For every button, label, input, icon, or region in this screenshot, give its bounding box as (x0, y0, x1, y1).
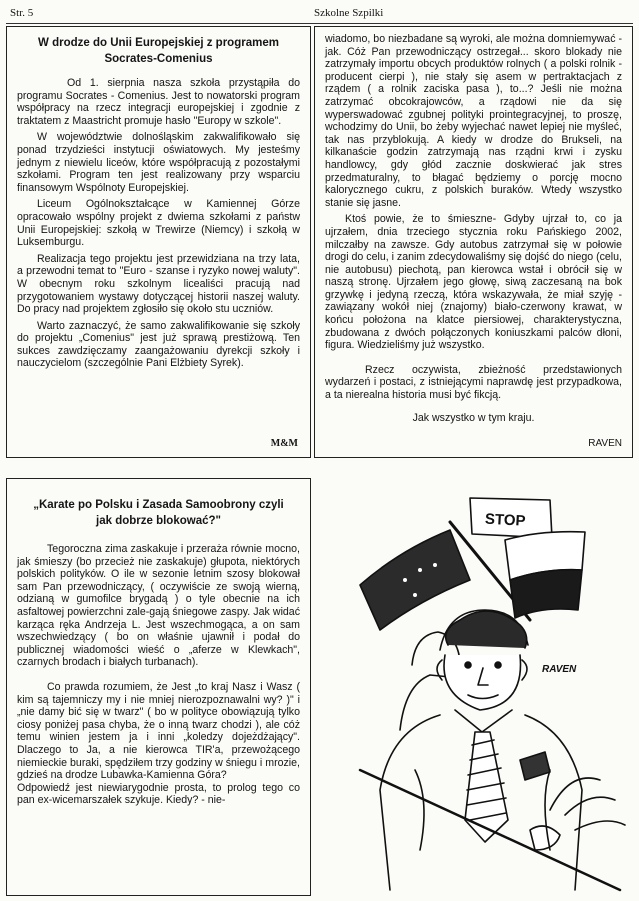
article1-paragraph: Realizacja tego projektu jest przewidziana na trzy lata, a przewodni temat to "Euro - szanse i ryzyko nowej waluty". W obecnym roku szkolnym licealiści pracują nad przygotowaniem wystawy dotyczącej historii naszej waluty. Do pracy nad projektem zgłosiło się około stu uczniów. (17, 252, 300, 316)
article-karate-continued (314, 26, 633, 458)
article1-paragraph: W województwie dolnośląskim zakwalifikowało się ponad trzydzieści instytucji oświatowych. My jesteśmy jednym z niewielu liceów, które współpracują z pozostałymi szkołami. Program ten jest realizowany przy wsparciu finansowym Wspólnoty Europejskiej. (17, 131, 300, 194)
article2-title-line2: jak dobrze blokować?" (96, 515, 221, 527)
article2-continued-paragraph: Ktoś powie, że to śmieszne- Gdyby ujrzał to, co ja ujrzałem, dnia trzeciego stycznia roku Pańskiego 2002, milczałby na zawsze. Gdy autobus zatrzymał się w połowie drogi do celu, i zanim zdecydowaliśmy się dojść do niego (celu, nie autobusu) piechotą, pan kierowca wstał i obrócił się w naszą stronę. Ujrzałem jego głowę, siwą zaczesaną na bok grzywkę i jedyną rzeczą, która wskazywała, że miał szyję - zawiązany wokół niej (znajomy) biało-czerwony krawat, w końcu położona na klatce piersiowej, charakterystyczna, zbudowana z dwóch połączonych koniuszkami palców dłoni, figura. Wiedzieliśmy już wszystko. (325, 213, 622, 352)
article1-paragraph: Od 1. sierpnia nasza szkoła przystąpiła do programu Socrates - Comenius. Jest to nowatorski program współpracy na rzecz integracji europejskiej i zgodnie z traktatem z Maastricht promuje hasło "Europy w szkole". (17, 77, 300, 127)
article2-title-line1: „Karate po Polsku i Zasada Samoobrony czyli (33, 499, 284, 511)
article2-continued-paragraph: Rzecz oczywista, zbieżność przedstawionych wydarzeń i postaci, z istniejącymi naprawdę jest przypadkowa, a ta nierealna historia musi być fikcją. (325, 363, 622, 402)
article2-continued-body (325, 33, 622, 424)
page-number: Str. 5 (10, 7, 34, 19)
article2-paragraph: Co prawda rozumiem, że Jest „to kraj Nasz i Wasz ( kim są tajemniczy my i nie mniej nierozpoznawalni wy? )" i „nie damy bić się w twarz" ( bo w polityce obowiązują tylko ciosy poniżej pasa chyba, że o inną twarz chodzi ), ale cóż temu winien jestem ja i inni „koledzy dojeżdżający". Dlaczego to Ja, a nie kierowca TIR'a, przewożącego niemieckie buraki, spędziłem trzy godziny w śniegu i mrozie, gdzieś na drodze Lubawka-Kamienna Góra? (17, 680, 300, 782)
page-header (6, 4, 633, 22)
publication-name: Szkolne Szpilki (314, 7, 384, 19)
article1-signature: M&M (270, 438, 298, 449)
article2-body (17, 543, 300, 807)
article-socrates-comenius (6, 26, 311, 458)
article1-title-line2: Socrates-Comenius (104, 53, 213, 65)
article2-signature: RAVEN (588, 438, 622, 449)
article-karate (6, 478, 311, 896)
article1-paragraph: Liceum Ogólnokształcące w Kamiennej Górze opracowało wspólny projekt z dwiema szkołami z państw Unii Europejskiej: szkołą w Trewirze (Niemcy) i szkołą w Luksemburgu. (17, 198, 300, 249)
stop-sign-text: STOP (484, 510, 526, 530)
article1-title-line1: W drodze do Unii Europejskiej z programem (38, 37, 279, 49)
article2-paragraph: Tegoroczna zima zaskakuje i przeraża równie mocno, jak śmieszy (bo przecież nie zaskakuje) głupota, niektórych polskich polityków. O ile w sezonie letnim szosy blokował sam Pan przewodniczący, ( oczywiście ze swoją wierną, odzianą w gumofilce brygadą ) o tyle obecnie na ich asfaltowej powierzchni zale-gają śniegowe zaspy. Jak widać karząca ręka Andrzeja L. Jest wszechmogąca, a on sam wszechwiedzący ( bo on właśnie ujawnił i podał do publicznej wiadomości wieść o „aferze w Klewkach", czarnych brodach i białych turbanach). (17, 543, 300, 669)
article1-paragraph: Warto zaznaczyć, że samo zakwalifikowanie się szkoły do projektu „Comenius" jest już sprawą prestiżową. Ten sukces zawdzięczamy zaangażowaniu dyrekcji szkoły i nauczycielom (szczególnie Pani Elżbiety Syrek). (17, 319, 300, 370)
article2-paragraph: Odpowiedź jest niewiarygodnie prosta, to prolog tego co pan ex-wicemarszałek szykuje. Kiedy? - nie- (17, 781, 300, 807)
header-rule (6, 23, 633, 24)
cartoon (320, 470, 633, 896)
cartoon-signature: RAVEN (542, 664, 577, 675)
cartoon-drawing (320, 470, 633, 896)
article1-body (17, 77, 300, 370)
article2-continued-paragraph: wiadomo, bo niezbadane są wyroki, ale można domniemywać - jak. Cóż Pan przewodniczący ostrzegał... skoro blokady nie zatrzymały importu obcych produktów rolnych ( a polski rolnik - producent cierpi ), nie stały się asem w pertraktacjach z rządem ( a rolnik zaciska pasa ), to...? Jeśli nie można zatrzymać obcokrajowców, a rządowi nie da się wyperswadować zgubnej polityki prointegracyjnej, to proszę, wchodzimy do Unii, bo żeby wyjechać nawet lepiej nie myśleć, tak nas przyblokują. A kiedy w drodze do Brukseli, na kilkanaście godzin zatrzymają nas rządni krwi i zysku handlowcy, gdy głód zacznie doskwierać jak stres przedmaturalny, to błagać będziemy o porcję mocno kalorycznego cukru, z polskich buraków. Wtedy wszystko stanie się jasne. (325, 33, 622, 209)
article2-continued-paragraph: Jak wszystko w tym kraju. (412, 411, 535, 424)
